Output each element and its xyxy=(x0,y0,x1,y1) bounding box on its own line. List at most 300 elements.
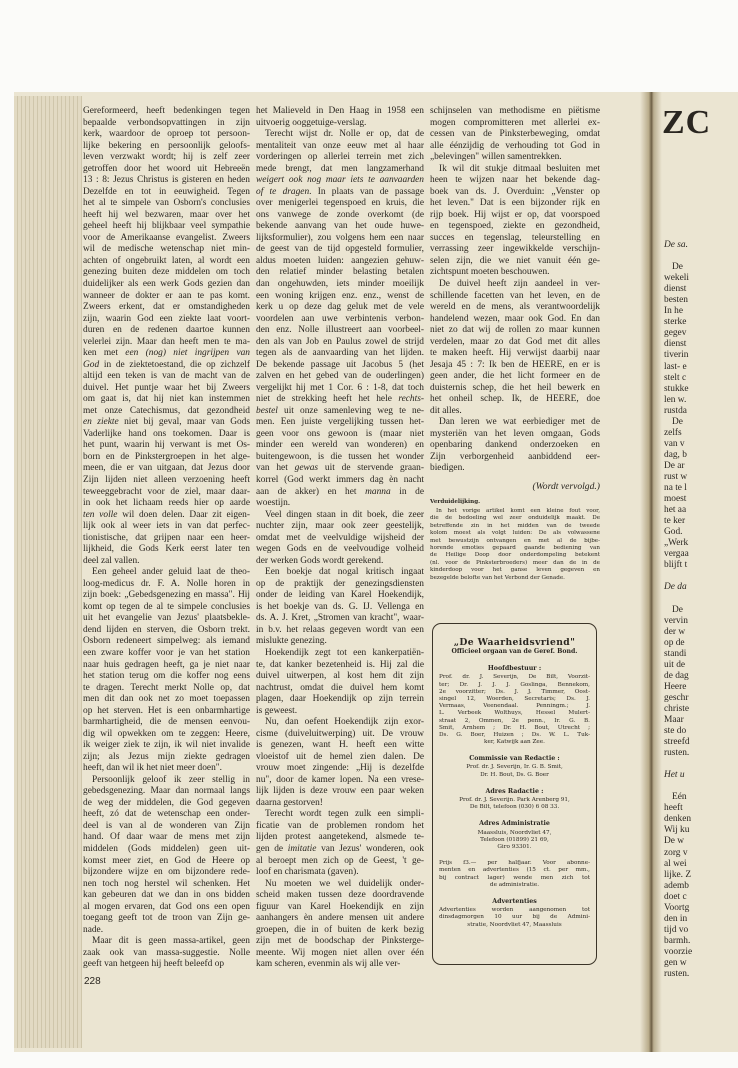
text-span: Dezelfde en tot in eeuwigheid. Tegen xyxy=(83,186,250,197)
text-line xyxy=(83,521,250,533)
italic-text: rechts- xyxy=(398,394,424,405)
text-line xyxy=(256,267,424,279)
column-2 xyxy=(256,106,424,971)
text-line xyxy=(83,187,250,199)
text-span: te maken heeft. Hij verwijst daarbij naar xyxy=(430,348,600,359)
text-line xyxy=(83,302,250,314)
text-line xyxy=(256,844,424,856)
text-line xyxy=(256,544,424,556)
text-line xyxy=(83,325,250,337)
text-span: groepen, die in of buiten de kerk bezig xyxy=(256,924,424,935)
text-line xyxy=(256,452,424,464)
text-span: men. Een juiste vergelijking tussen het- xyxy=(256,417,424,428)
text-span: aanhangers èn andere mensen uit andere xyxy=(256,913,424,924)
text-span: geen voor ons gewoon is (maar niet xyxy=(256,428,424,439)
text-span: minder een wereld van wonderen) en xyxy=(256,440,424,451)
text-line xyxy=(256,556,424,568)
text-line xyxy=(256,152,424,164)
text-span: Zweers erkent, dat er omstandigheden xyxy=(83,302,250,313)
text-span: tegen als de aanvaarding van het lijden. xyxy=(256,348,424,359)
text-span: teweeggebracht voor de ziel, maar daar- xyxy=(83,486,250,497)
right-page-line: rusten. xyxy=(664,748,690,759)
right-page-line: al wei xyxy=(664,858,687,869)
text-line xyxy=(83,856,250,868)
text-line xyxy=(83,925,250,937)
text-span: het Malieveld in Den Haag in 1958 een xyxy=(256,106,424,116)
text-span: boek van ds. J. Overduin: „Venster op xyxy=(430,186,600,197)
text-line xyxy=(430,337,600,349)
text-span: ik weiger ziek te zijn, ik wil niet invalide xyxy=(83,740,250,751)
text-span: wil doen delen. Daar zit eigen- xyxy=(117,509,250,520)
text-line xyxy=(256,648,424,660)
text-line xyxy=(83,487,250,499)
text-line xyxy=(83,429,250,441)
note-line: met bewustzijn ontvangen en met al de bijbe- xyxy=(430,537,600,544)
colophon-heading: Commissie van Redactie : xyxy=(469,755,560,763)
text-line xyxy=(83,417,250,429)
right-page-line: sterke xyxy=(664,317,687,328)
text-line xyxy=(83,729,250,741)
text-span: cessen van de Pinksterbeweging, omdat xyxy=(430,129,600,140)
text-line xyxy=(83,648,250,660)
paragraph xyxy=(430,279,600,417)
text-line xyxy=(430,314,600,326)
clarification-note xyxy=(430,499,600,582)
colophon-line: dinsdagmorgen 10 uur bij de Admini- xyxy=(439,914,590,921)
text-span: al beroept men zich op de Geest, 't ge- xyxy=(256,855,424,866)
text-line xyxy=(83,959,250,971)
paragraph xyxy=(83,775,250,936)
text-span: De bekende passage uit Jacobus 5 (het xyxy=(256,359,424,370)
text-span: openbaring dankend onderzoeken en xyxy=(430,440,600,451)
text-span: uit onze samenleving weg te ne- xyxy=(277,405,424,416)
text-span: van Jezus' wonderen, ook xyxy=(316,844,424,854)
colophon-title: „De Waarheidsvriend" xyxy=(453,637,576,648)
text-line xyxy=(83,879,250,891)
text-line xyxy=(83,913,250,925)
colophon-line: ker, Katwijk aan Zee. xyxy=(484,739,545,746)
text-line xyxy=(256,141,424,153)
text-line xyxy=(256,625,424,637)
text-span: al mogen ervaren, dat God ons een open xyxy=(83,901,250,912)
text-span: uit het evangelie van Jezus' plaatsbekle- xyxy=(83,613,250,624)
text-span: mede brengt, dat men langzamerhand xyxy=(256,163,424,174)
colophon-heading: Adres Administratie xyxy=(479,820,550,828)
text-span: in de ziektetoestand, die op zichzelf xyxy=(99,359,250,370)
text-line xyxy=(256,832,424,844)
text-line xyxy=(256,325,424,337)
text-line xyxy=(256,244,424,256)
colophon-line: de administratie. xyxy=(489,881,540,888)
text-span: verdelen, maar zo dat God met dit alles xyxy=(430,336,600,347)
text-line xyxy=(256,729,424,741)
text-span: ds. A. J. Kret, „Stromen van kracht", waar- xyxy=(256,613,424,624)
text-line xyxy=(83,694,250,706)
text-span: Osborn redeneert simpelweg: als iemand xyxy=(83,636,250,647)
text-line xyxy=(430,325,600,337)
text-span: nu", door de kamer lopen. Na een vrese- xyxy=(256,774,424,785)
text-span: ficatie van de problemen rondom het xyxy=(256,820,424,831)
text-span: nade. xyxy=(83,924,104,935)
text-line xyxy=(430,383,600,395)
text-span: voordelen aan uwe verbintenis verbon- xyxy=(256,313,424,324)
right-page-line: moest xyxy=(664,494,687,505)
text-span: lijkheid, die Gods Kerk eerst later ten xyxy=(83,544,250,555)
right-page-line: rusten. xyxy=(664,969,690,980)
text-line xyxy=(256,902,424,914)
right-page-line: dag, b xyxy=(664,449,687,460)
text-line xyxy=(256,775,424,787)
paragraph xyxy=(430,106,600,164)
paragraph xyxy=(430,164,600,279)
text-line xyxy=(430,360,600,372)
text-span: der werken Gods wordt gerekend. xyxy=(256,555,384,566)
text-line xyxy=(83,752,250,764)
text-span: duren en de redenen daartoe kunnen xyxy=(83,325,250,336)
italic-text: weigert ook nog maar iets te aanvaarden xyxy=(256,175,424,186)
text-span: zichtspunt moeten beschouwen. xyxy=(430,267,550,278)
text-line xyxy=(256,948,424,960)
colophon-section xyxy=(439,898,590,929)
colophon-box xyxy=(432,623,597,965)
right-page-line: rust w xyxy=(664,472,688,482)
text-span: onder de leiding van Karel Hoekendijk, xyxy=(256,590,424,601)
right-page-line: het aa xyxy=(664,505,687,516)
text-line xyxy=(83,936,250,948)
text-span: dend lijden en sterven, die Osborn trekt. xyxy=(83,624,250,635)
text-span: bepaalde verbondsopvattingen in zijn xyxy=(83,117,250,128)
colophon-line: Dr. H. Bout, Ds. G. Boer xyxy=(480,771,549,778)
paragraph xyxy=(256,567,424,648)
text-line xyxy=(256,717,424,729)
colophon-line: L. Verbeek Wolthuys, Hessel Mulert- xyxy=(439,710,590,717)
text-line xyxy=(430,429,600,441)
text-line xyxy=(83,510,250,522)
text-span: vorderingen op allerlei terrein met zich xyxy=(256,152,424,163)
right-page-line: van v xyxy=(664,438,685,449)
colophon-line: bij contract lager) wende men zich tot xyxy=(439,874,590,881)
text-span: handelend wezen, maar ook God. En dan xyxy=(430,313,600,324)
text-span: den enz. Nolle illustreert aan voorbeel- xyxy=(256,325,424,336)
text-span: achten of ongebruikt laten, al wordt een xyxy=(83,255,250,266)
right-page-line: de dag xyxy=(664,670,689,681)
text-line xyxy=(83,775,250,787)
right-page-line: standi xyxy=(664,648,687,659)
right-page-line: dienst xyxy=(664,339,687,350)
text-span: plagen, daar Hoekendijk op zijn terrein xyxy=(256,694,424,705)
paragraph xyxy=(256,648,424,717)
right-page-line: In he xyxy=(664,306,684,317)
paragraph xyxy=(256,510,424,568)
right-page-line: Maar xyxy=(664,715,684,725)
italic-text: bestel xyxy=(256,405,278,416)
text-line xyxy=(83,475,250,487)
text-span: duisternis schep, die het heil bewerk en xyxy=(430,382,600,393)
colophon-section xyxy=(439,820,590,851)
colophon-line: 2e voorzitter; Ds. J. J. Timmer, Oost- xyxy=(439,688,590,695)
right-page-line: zorg v xyxy=(664,847,688,858)
paragraph xyxy=(83,936,250,971)
right-page-line: De w xyxy=(664,836,685,847)
colophon-heading: Adres Radactie : xyxy=(485,787,544,795)
text-span: Vaderlijke hand ons toekomen. Daar is xyxy=(83,428,250,439)
right-page-line: zelfs xyxy=(664,427,682,438)
text-line xyxy=(256,936,424,948)
colophon-line: Prijs f3.— per halfjaar. Voor abonne- xyxy=(439,860,590,867)
text-line xyxy=(83,544,250,556)
colophon-line: Vermaas, Veenendaal. Penningm.; J. xyxy=(439,703,590,710)
text-span: meen, die er van uitgaan, dat Jezus door xyxy=(83,463,250,474)
text-span: schillende facetten van het leven, en de xyxy=(430,290,600,301)
text-span: gen de xyxy=(256,844,288,854)
text-span: zijn met de boodschap der Pinksterge- xyxy=(256,936,424,947)
text-line xyxy=(256,694,424,706)
text-span: figuur van Karel Hoekendijk en zijn xyxy=(256,901,424,912)
text-span: middelen (Gods middelen) geen uit- xyxy=(83,844,250,854)
text-span: loog-medicus dr. F. A. Nolle horen in xyxy=(83,578,250,589)
text-line xyxy=(256,463,424,475)
right-page-line: Voortg xyxy=(664,902,690,913)
book-gutter xyxy=(640,92,662,1052)
text-span: lijk lijden is deze vrouw een paar weken xyxy=(256,786,424,797)
text-span: Maar dit is geen massa-artikel, geen xyxy=(92,936,250,947)
text-line xyxy=(83,671,250,683)
text-span: lijksformulier), zou volgens hem een naar xyxy=(256,232,424,243)
text-line xyxy=(430,406,600,418)
text-span: cisme (duiveluitwerping) uit. De vrouw xyxy=(256,728,424,739)
text-span: een woning krijgen enz. enz., wenst de xyxy=(256,290,424,301)
text-line xyxy=(256,590,424,602)
text-line xyxy=(256,867,424,879)
text-span: De duivel heeft zijn aandeel in ver- xyxy=(439,278,600,289)
text-line xyxy=(83,348,250,360)
right-page-line: De xyxy=(672,416,683,427)
text-span: vergelijkt hij met 1 Cor. 6 : 1-8, dat toch xyxy=(256,382,424,393)
colophon-line: Giro 93301. xyxy=(497,844,532,851)
text-span: . In plaats van de passage xyxy=(309,186,424,197)
right-page-line: Wij ku xyxy=(664,825,690,836)
colophon-line: Prof. dr. J. Severijn, Ir. G. B. Smit, xyxy=(466,764,563,771)
text-span: Jesaja 45 : 7: Ik ben de HEERE, en er is xyxy=(430,359,600,370)
text-line xyxy=(83,164,250,176)
colophon-section xyxy=(439,665,590,746)
page-number: 228 xyxy=(84,976,101,987)
text-span: meente. Wij mogen niet allen over één xyxy=(256,947,424,958)
right-page-line: God. xyxy=(664,527,683,538)
text-span: naar huis gedragen heeft, ga je niet naar xyxy=(83,659,250,670)
text-line xyxy=(83,371,250,383)
text-span: ons vanwege de zonde overkomt (de xyxy=(256,209,424,220)
right-page-line: De xyxy=(672,604,683,615)
text-span: Dan leren we wat eerbiediger met de xyxy=(439,417,600,428)
text-span: barmhartigheid, die de mensen eenvou- xyxy=(83,717,250,728)
text-line xyxy=(430,106,600,118)
text-span: over menigerlei tegenspoed en kruis, die xyxy=(256,198,424,209)
text-line xyxy=(256,809,424,821)
text-span: niet zo dat wij de rollen zo maar kunnen xyxy=(430,325,600,336)
paragraph xyxy=(256,809,424,878)
text-line xyxy=(256,210,424,222)
text-line xyxy=(83,902,250,914)
note-line: (nl. voor de Pinksterbroeders) meer dan de in de xyxy=(430,559,600,566)
text-line xyxy=(83,763,250,775)
text-line xyxy=(256,636,424,648)
text-span: toegang geeft tot de troon van Zijn ge- xyxy=(83,913,250,924)
page-edges xyxy=(14,96,82,1048)
text-span: duivel uitwerpen, al kost hem dit zijn xyxy=(256,671,424,682)
text-line xyxy=(430,175,600,187)
text-line xyxy=(83,533,250,545)
colophon-line: Advertenties worden aangenomen tot xyxy=(439,907,590,914)
text-line xyxy=(256,671,424,683)
text-span: selen zijn, die we niet vanuit één ge- xyxy=(430,255,600,266)
text-line xyxy=(256,302,424,314)
text-span: altijd een teken is van de macht van de xyxy=(83,371,250,382)
text-line xyxy=(83,256,250,268)
colophon-line: Prof. dr. J. Severijn. Park Arenberg 91, xyxy=(459,797,570,804)
text-span: in ook het lichaam reeds hier op aarde xyxy=(83,498,250,509)
text-span: van het xyxy=(256,463,295,474)
right-page-line: na te l xyxy=(664,483,687,494)
paragraph xyxy=(430,417,600,475)
text-span: lijden protest aangetekend, alsmede te- xyxy=(256,832,424,843)
text-line xyxy=(256,371,424,383)
right-page-line: geschr xyxy=(664,692,689,703)
text-line xyxy=(256,740,424,752)
note-line: bezegelde belofte van het Verbond der Genade. xyxy=(430,574,565,581)
text-line xyxy=(83,394,250,406)
text-span: daarna gestorven! xyxy=(256,797,323,808)
italic-text: God xyxy=(83,359,100,370)
right-page-line: uit de xyxy=(664,659,686,670)
note-line: In het vorige artikel komt een kleine fout voor, xyxy=(436,508,600,514)
text-span: is genezen, want H. heeft een witte xyxy=(256,740,424,751)
right-page-line: doet c xyxy=(664,891,687,902)
text-line xyxy=(256,890,424,902)
right-page-line: stukke xyxy=(664,383,689,394)
text-span: heeft, dan wil ik het niet meer doen". xyxy=(83,763,222,774)
text-line xyxy=(83,602,250,614)
right-page-line: dienst xyxy=(664,284,687,295)
note-line: kolom moest als volgt luiden: De als volwassene xyxy=(430,530,600,537)
right-page-line: streefd xyxy=(664,737,690,748)
text-span: wegen Gods en de veelvoudige volheid xyxy=(256,544,424,555)
right-page-line: vergaa xyxy=(664,549,689,560)
text-line xyxy=(256,233,424,245)
right-page-line: ademb xyxy=(664,880,689,891)
text-line xyxy=(430,244,600,256)
text-span: aldus moeten luiden: aangezien gehuw- xyxy=(256,255,424,266)
text-span: een zware koffer voor je van het station xyxy=(83,647,250,658)
text-span: nuchter zijn, maar ook zeer geestelijk, xyxy=(256,521,424,532)
text-span: omdat met de veelvuldige wijsheid der xyxy=(256,532,424,543)
colophon-section xyxy=(439,755,590,779)
italic-text: ten volle xyxy=(83,509,118,520)
text-span: en tegenspoed, ziekte en gezondheid, xyxy=(430,221,600,232)
text-span: „belevingen" willen samentrekken. xyxy=(430,152,562,163)
note-line: horende emoties gepaard gaande bediening van xyxy=(430,544,600,551)
text-line xyxy=(430,221,600,233)
text-span: succes en tegenslag, teleurstelling en xyxy=(430,232,600,243)
text-span: op het sterven. Het is een onbarmhartige xyxy=(83,705,250,716)
text-span: dit alles. xyxy=(430,405,462,416)
colophon-line: Ds. G. Boer, Huizen ; Ds. W. L. Tuk- xyxy=(439,731,590,738)
text-line xyxy=(430,440,600,452)
right-page-line: vervin xyxy=(664,615,688,626)
text-line xyxy=(430,256,600,268)
text-line xyxy=(256,348,424,360)
colophon-line: Telefoon (01899) 21 69, xyxy=(480,836,549,843)
text-span: kerk u op deze dag geluk met de vele xyxy=(256,302,424,313)
right-page-line: der w xyxy=(664,626,686,637)
text-line xyxy=(256,129,424,141)
text-line xyxy=(256,279,424,291)
note-line: kinderdoop voor het ganse leven gegeven en xyxy=(430,567,600,574)
text-span: het al te simpele van Osborn's conclusies xyxy=(83,198,250,209)
colophon-line: Smit, Arnhem ; Dr. H. Bout, Utrecht ; xyxy=(439,724,590,731)
text-line xyxy=(256,256,424,268)
text-line xyxy=(83,463,250,475)
text-line xyxy=(256,752,424,764)
text-span: in de xyxy=(390,486,424,497)
note-title: Verduidelijking. xyxy=(430,499,481,505)
text-line xyxy=(83,337,250,349)
text-span: bijzondere wijze en om bijzondere rede- xyxy=(83,867,250,878)
text-span: kam scheren, evenmin als wij alle ver- xyxy=(256,959,401,970)
text-line xyxy=(83,683,250,695)
text-span: buitengewoon, is die tussen het wonder xyxy=(256,451,424,462)
text-span: Zijn verborgenheid aanbiddend eer- xyxy=(430,451,600,462)
text-line xyxy=(256,475,424,487)
text-line xyxy=(256,487,424,499)
text-line xyxy=(256,440,424,452)
text-span: korrel (God werkt immers dag èn nacht xyxy=(256,475,424,485)
paragraph xyxy=(256,129,424,510)
text-span: loof en charismata (gaven). xyxy=(256,867,359,878)
text-line xyxy=(256,683,424,695)
text-line xyxy=(430,291,600,303)
text-span: bekende aanvang van het oude huwe- xyxy=(256,221,424,232)
text-span: mentaliteit van onze eeuw met al haar xyxy=(256,140,424,151)
text-line xyxy=(256,925,424,937)
right-page-line: christe xyxy=(664,703,689,714)
text-line xyxy=(83,809,250,821)
right-page-line: len w. xyxy=(664,394,687,405)
text-line xyxy=(256,660,424,672)
text-line xyxy=(83,360,250,372)
text-line xyxy=(256,314,424,326)
text-span: heeft, zó dat de wetenschap een onder- xyxy=(83,809,250,820)
text-span: vloeistof uit de hemel zien dalen. De xyxy=(256,751,424,762)
right-page-line: denken xyxy=(664,814,692,825)
text-line xyxy=(83,106,250,118)
text-line xyxy=(256,198,424,210)
text-span: de geest van de tijd opgesteld formulier, xyxy=(256,244,424,255)
italic-text: en ziekte xyxy=(83,417,119,428)
text-span: lijk ook al weer iets in van dat perfec- xyxy=(83,521,250,532)
text-span: mislukte genezing. xyxy=(256,636,327,647)
text-span: ken met xyxy=(83,348,126,359)
text-span: tionistische, dat grijpen naar een heer- xyxy=(83,532,250,543)
text-span: Nu moeten we wel duidelijk onder- xyxy=(265,878,424,889)
text-line xyxy=(83,740,250,752)
text-span: is het boekje van ds. G. IJ. Vellenga en xyxy=(256,601,424,612)
text-span: Hoekendijk zegt tot een kankerpatiën- xyxy=(265,647,424,658)
text-line xyxy=(83,636,250,648)
italic-text: gewas xyxy=(294,463,319,474)
column-3 xyxy=(430,106,600,493)
text-span: vrouw moet zingende: „Hij is dezelfde xyxy=(256,763,424,774)
